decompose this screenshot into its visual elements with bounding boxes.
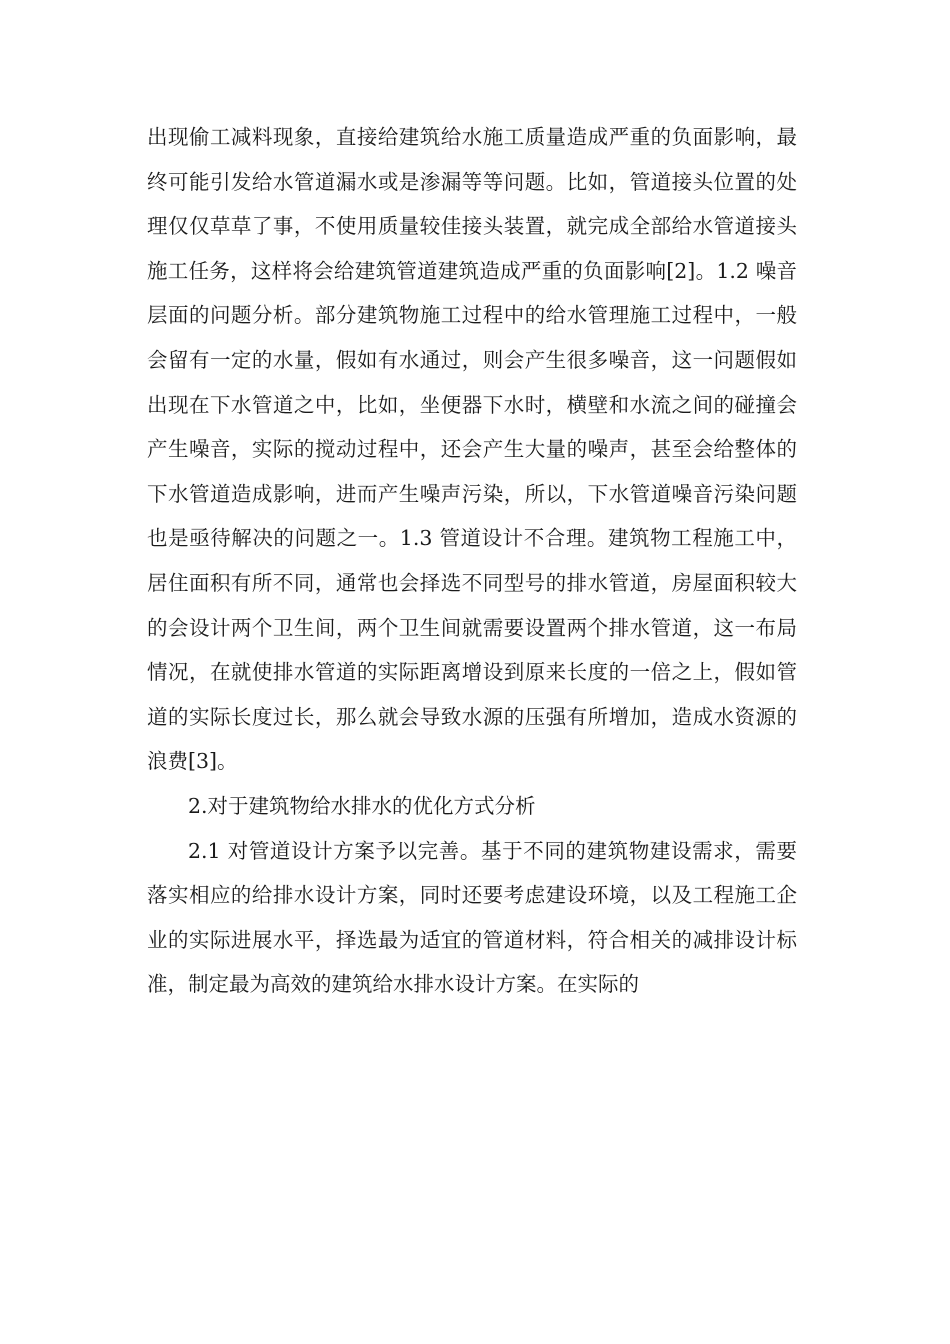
section-heading-optimization: 2.对于建筑物给水排水的优化方式分析 — [188, 793, 536, 818]
document-page — [147, 115, 797, 1007]
body-paragraph-pipe-design: 2.1 对管道设计方案予以完善。基于不同的建筑物建设需求，需要落实相应的给排水设计方案，同时还要考虑建设环境，以及工程施工企业的实际进展水平，择选最为适宜的管道材料，符合相关的减排设计标准，制定最为高效的建筑给水排水设计方案。在实际的 — [147, 838, 797, 997]
body-paragraph-continued: 出现偷工减料现象，直接给建筑给水施工质量造成严重的负面影响，最终可能引发给水管道漏水或是渗漏等等问题。比如，管道接头位置的处理仅仅草草了事，不使用质量较佳接头装置，就完成全部给水管道接头施工任务，这样将会给建筑管道建筑造成严重的负面影响[2]。1.2 噪音层面的问题分析。部分建筑物施工过程中的给水管理施工过程中，一般会留有一定的水量，假如有水通过，则会产生很多噪音，这一问题假如出现在下水管道之中，比如，坐便器下水时，横壁和水流之间的碰撞会产生噪音，实际的搅动过程中，还会产生大量的噪声，甚至会给整体的下水管道造成影响，进而产生噪声污染，所以，下水管道噪音污染问题也是亟待解决的问题之一。1.3 管道设计不合理。建筑物工程施工中，居住面积有所不同，通常也会择选不同型号的排水管道，房屋面积较大的会设计两个卫生间，两个卫生间就需要设置两个排水管道，这一布局情况，在就使排水管道的实际距离增设到原来长度的一倍之上，假如管道的实际长度过长，那么就会导致水源的压强有所增加，造成水资源的浪费[3]。 — [147, 125, 797, 774]
